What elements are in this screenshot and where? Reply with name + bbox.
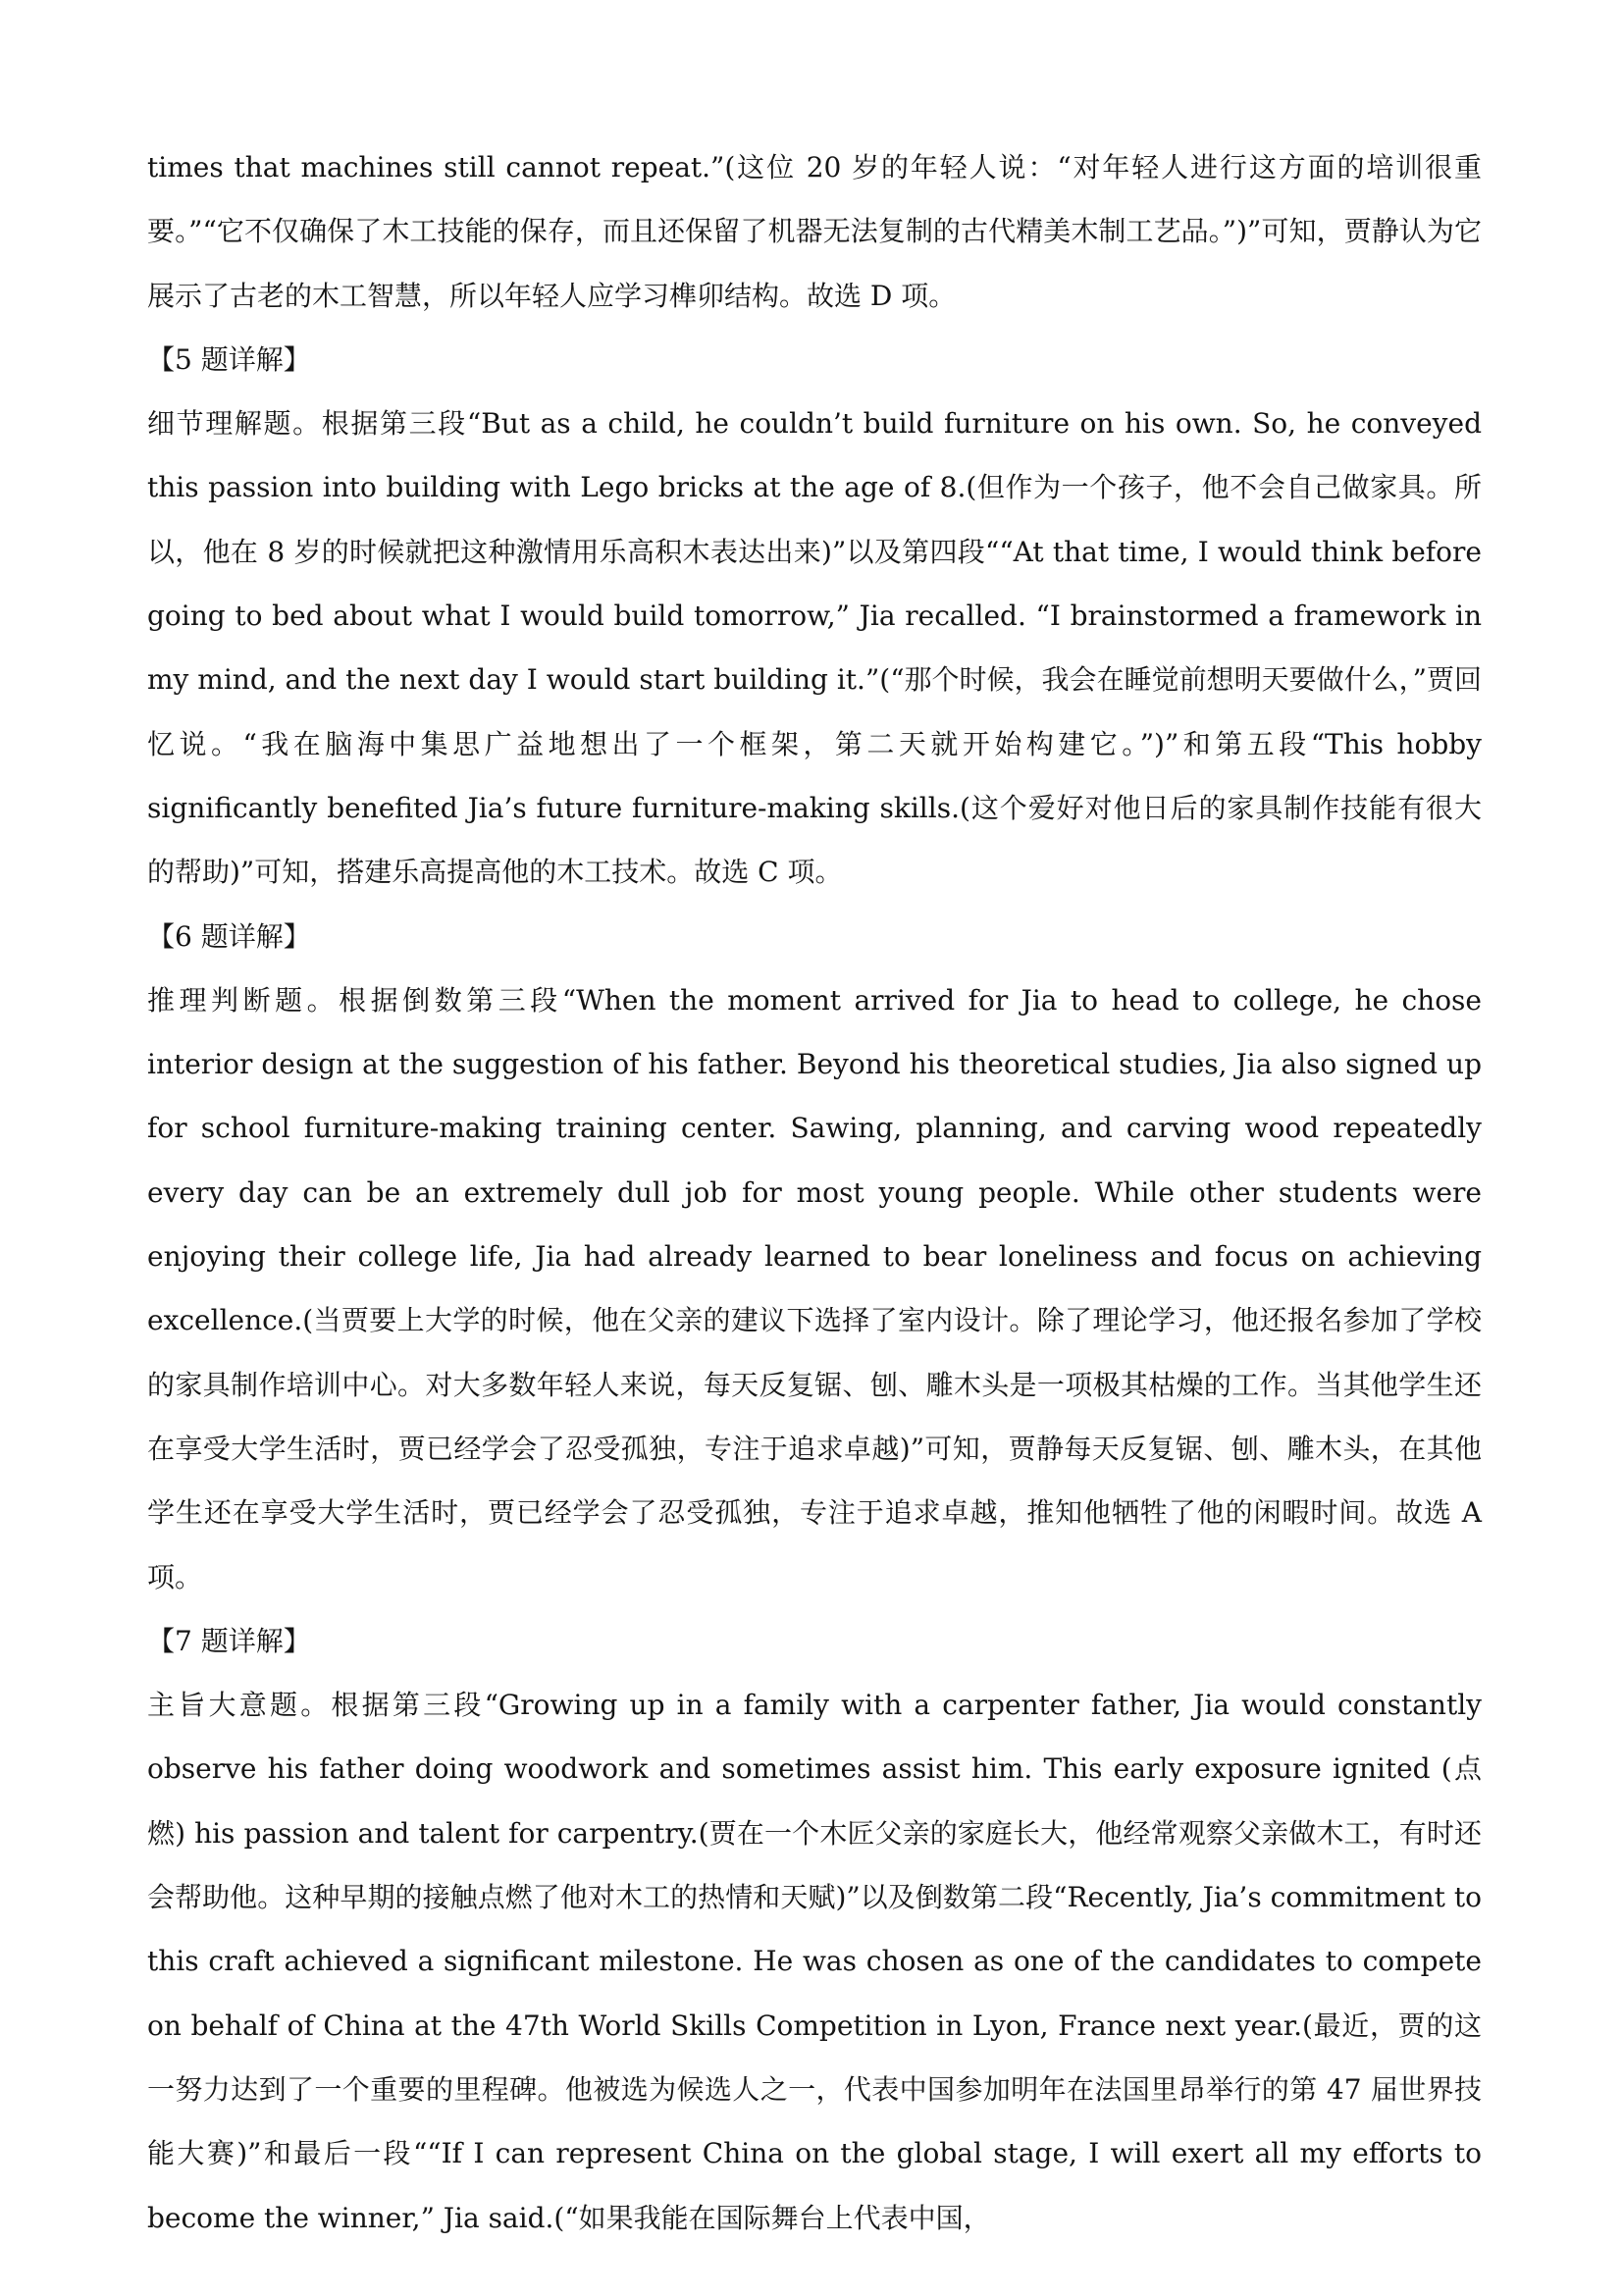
answer-explanation-q6: 推理判断题。根据倒数第三段“When the moment arrived for Jia to head to college, he chose interior design at the suggestion of his father. Beyond his theoretical studies, Jia also signed up for school furniture-making training center. Sawing, planning, and carving wood repeatedly every day can be an extremely dull job for most young people. While other students were enjoying their college life, Jia had already learned to bear loneliness and focus on achieving excellence.(当贾要上大学的时候，他在父亲的建议下选择了室内设计。除了理论学习，他还报名参加了学校的家具制作培训中心。对大多数年轻人来说，每天反复锯、刨、雕木头是一项极其枯燥的工作。当其他学生还在享受大学生活时，贾已经学会了忍受孤独，专注于追求卓越)”可知，贾静每天反复锯、刨、雕木头，在其他学生还在享受大学生活时，贾已经学会了忍受孤独，专注于追求卓越，推知他牺牲了他的闲暇时间。故选 A 项。 [147, 983, 1482, 1593]
question-7-heading: 【7 题详解】 [147, 1624, 311, 1657]
answer-explanation-q4-end: times that machines still cannot repeat.”(这位 20 岁的年轻人说：“对年轻人进行这方面的培训很重要。”“它不仅确保了木工技能的保存，而且还保留了机器无法复制的古代精美木制工艺品。”)”可知，贾静认为它展示了古老的木工智慧，所以年轻人应学习榫卯结构。故选 D 项。 [147, 151, 1482, 312]
answer-explanation-q5: 细节理解题。根据第三段“But as a child, he couldn’t build furniture on his own. So, he conveyed this passion into building with Lego bricks at the age of 8.(但作为一个孩子，他不会自己做家具。所以，他在 8 岁的时候就把这种激情用乐高积木表达出来)”以及第四段““At that time, I would think before going to bed about what I would build tomorrow,” Jia recalled. “I brainstormed a framework in my mind, and the next day I would start building it.”(“那个时候，我会在睡觉前想明天要做什么，”贾回忆说。“我在脑海中集思广益地想出了一个框架，第二天就开始构建它。”)”和第五段“This hobby significantly benefited Jia’s future furniture-making skills.(这个爱好对他日后的家具制作技能有很大的帮助)”可知，搭建乐高提高他的木工技术。故选 C 项。 [147, 407, 1482, 889]
question-6-heading: 【6 题详解】 [147, 919, 311, 953]
document-page [147, 135, 1482, 2250]
answer-explanation-q7: 主旨大意题。根据第三段“Growing up in a family with a carpenter father, Jia would constantly observe his father doing woodwork and sometimes assist him. This early exposure ignited (点燃) his passion and talent for carpentry.(贾在一个木匠父亲的家庭长大，他经常观察父亲做木工，有时还会帮助他。这种早期的接触点燃了他对木工的热情和天赋)”以及倒数第二段“Recently, Jia’s commitment to this craft achieved a significant milestone. He was chosen as one of the candidates to compete on behalf of China at the 47th World Skills Competition in Lyon, France next year.(最近，贾的这一努力达到了一个重要的里程碑。他被选为候选人之一，代表中国参加明年在法国里昂举行的第 47 届世界技能大赛)”和最后一段““If I can represent China on the global stage, I will exert all my efforts to become the winner,” Jia said.(“如果我能在国际舞台上代表中国， [147, 1689, 1482, 2234]
question-5-heading: 【5 题详解】 [147, 342, 311, 376]
